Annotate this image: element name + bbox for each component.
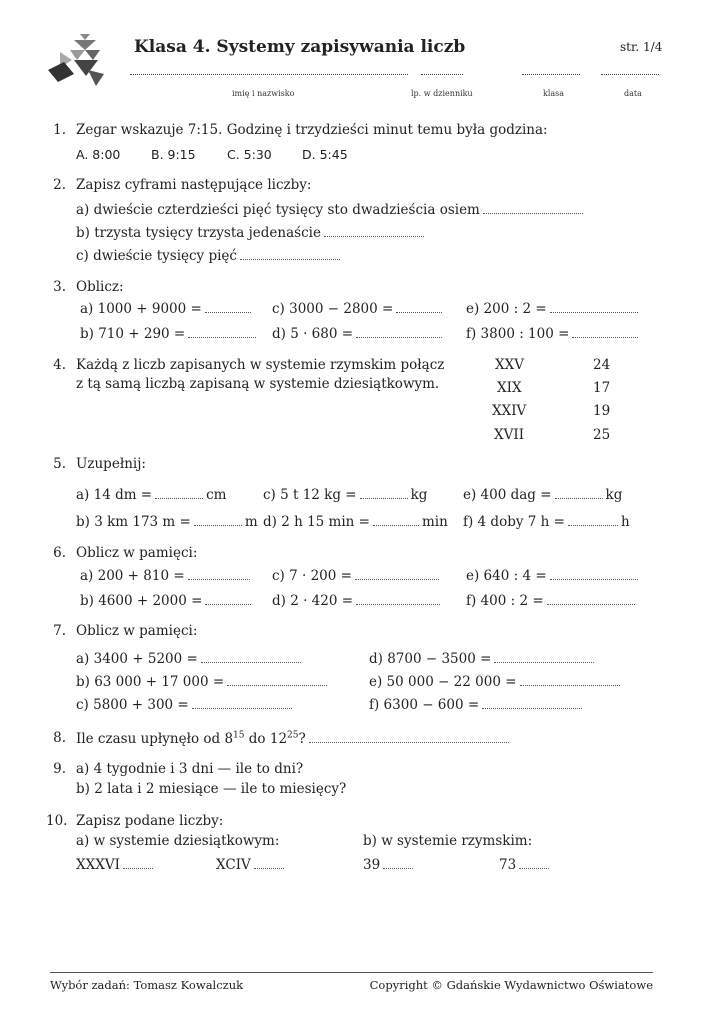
class-label: klasa xyxy=(543,89,565,98)
q4-number: 4. xyxy=(53,357,66,373)
q2-item-c xyxy=(76,247,343,264)
q5-unit-a: cm xyxy=(206,487,227,503)
q7-item-c: c) 5800 + 300 = xyxy=(76,697,189,713)
q3-item-c: c) 3000 − 2800 = xyxy=(272,301,394,317)
q7-number: 7. xyxy=(53,623,66,639)
q6-answer-d[interactable] xyxy=(356,592,440,605)
q8-sup2: 25 xyxy=(287,730,299,741)
footer-copyright: Copyright © Gdańskie Wydawnictwo Oświatowe xyxy=(369,978,653,992)
q10-answer-3[interactable] xyxy=(383,856,413,869)
number-field-line[interactable] xyxy=(421,74,463,75)
q5-answer-a[interactable] xyxy=(155,486,203,499)
q10-item-2: XCIV xyxy=(216,857,251,873)
footer-author: Wybór zadań: Tomasz Kowalczuk xyxy=(50,978,244,992)
q1-number: 1. xyxy=(53,122,66,138)
q10-item-3: 39 xyxy=(363,857,381,873)
q4-roman-2[interactable]: XIX xyxy=(497,380,522,396)
q2-number: 2. xyxy=(53,177,66,193)
q2-item-a-text: a) dwieście czterdzieści pięć tysięcy sto dwadzieścia osiem xyxy=(76,202,480,218)
q5-item-b: b) 3 km 173 m = xyxy=(76,514,191,530)
q2-answer-c[interactable] xyxy=(240,247,340,260)
q7-item-b: b) 63 000 + 17 000 = xyxy=(76,674,225,690)
q4-decimal-1[interactable]: 24 xyxy=(593,357,611,373)
q5-answer-f[interactable] xyxy=(568,513,618,526)
q8-text-pre: Ile czasu upłynęło od 8 xyxy=(76,731,234,747)
footer-divider xyxy=(50,972,653,973)
q8-sup1: 15 xyxy=(233,730,245,741)
q8-text xyxy=(76,730,512,747)
q5-unit-f: h xyxy=(620,514,630,530)
q8-text-mid: do 12 xyxy=(244,731,288,747)
page-title: Klasa 4. Systemy zapisywania liczb xyxy=(134,37,466,57)
q1-text: Zegar wskazuje 7:15. Godzinę i trzydzieści minut temu była godzina: xyxy=(76,122,548,138)
q7-answer-a[interactable] xyxy=(201,650,301,663)
q6-item-f: f) 400 : 2 = xyxy=(466,593,544,609)
q4-decimal-3[interactable]: 19 xyxy=(593,403,611,419)
q4-decimal-4[interactable]: 25 xyxy=(593,427,611,443)
q9-number: 9. xyxy=(53,761,66,777)
q6-item-b: b) 4600 + 2000 = xyxy=(80,593,203,609)
q1-option-b[interactable]: B. 9:15 xyxy=(151,147,196,162)
q9-item-a: a) 4 tygodnie i 3 dni — ile to dni? xyxy=(76,761,304,777)
q3-number: 3. xyxy=(53,279,66,295)
date-label: data xyxy=(624,89,642,98)
q5-item-a: a) 14 dm = xyxy=(76,487,153,503)
q2-answer-b[interactable] xyxy=(324,224,424,237)
q6-text: Oblicz w pamięci: xyxy=(76,545,198,561)
q7-text: Oblicz w pamięci: xyxy=(76,623,198,639)
q2-item-c-text: c) dwieście tysięcy pięć xyxy=(76,248,237,264)
q10-number: 10. xyxy=(46,813,68,829)
q4-roman-1[interactable]: XXV xyxy=(495,357,524,373)
q3-answer-a[interactable] xyxy=(205,300,251,313)
q5-answer-c[interactable] xyxy=(360,486,408,499)
q7-item-d: d) 8700 − 3500 = xyxy=(369,651,492,667)
q6-answer-e[interactable] xyxy=(550,567,638,580)
q4-line2: z tą samą liczbą zapisaną w systemie dziesiątkowym. xyxy=(76,376,440,392)
q8-number: 8. xyxy=(53,730,66,746)
q5-item-c: c) 5 t 12 kg = xyxy=(263,487,357,503)
name-label: imię i nazwisko xyxy=(232,89,295,98)
q5-answer-e[interactable] xyxy=(555,486,603,499)
q10-item-4: 73 xyxy=(499,857,517,873)
q1-option-d[interactable]: D. 5:45 xyxy=(302,147,348,162)
q10-a: a) w systemie dziesiątkowym: xyxy=(76,833,280,849)
q5-unit-e: kg xyxy=(605,487,623,503)
q9-item-b: b) 2 lata i 2 miesiące — ile to miesięcy? xyxy=(76,781,347,797)
q4-line1: Każdą z liczb zapisanych w systemie rzymskim połącz xyxy=(76,357,445,373)
q6-item-c: c) 7 · 200 = xyxy=(272,568,352,584)
q5-text: Uzupełnij: xyxy=(76,456,146,472)
q3-answer-b[interactable] xyxy=(188,325,256,338)
q3-item-b: b) 710 + 290 = xyxy=(80,326,186,342)
q7-answer-c[interactable] xyxy=(192,696,292,709)
page-number: str. 1/4 xyxy=(620,40,663,54)
q1-option-c[interactable]: C. 5:30 xyxy=(227,147,272,162)
q8-text-post: ? xyxy=(298,731,306,747)
q4-roman-4[interactable]: XVII xyxy=(494,427,525,443)
q5-unit-d: min xyxy=(421,514,448,530)
q6-item-d: d) 2 · 420 = xyxy=(272,593,354,609)
q3-item-e: e) 200 : 2 = xyxy=(466,301,547,317)
q6-answer-c[interactable] xyxy=(355,567,439,580)
q3-answer-f[interactable] xyxy=(572,325,638,338)
q10-text: Zapisz podane liczby: xyxy=(76,813,224,829)
q6-item-e: e) 640 : 4 = xyxy=(466,568,547,584)
q3-answer-d[interactable] xyxy=(356,325,442,338)
q7-answer-f[interactable] xyxy=(482,696,582,709)
q10-answer-1[interactable] xyxy=(123,856,153,869)
name-field-line[interactable] xyxy=(130,74,408,75)
q3-item-d: d) 5 · 680 = xyxy=(272,326,354,342)
q3-item-a: a) 1000 + 9000 = xyxy=(80,301,202,317)
q5-item-f: f) 4 doby 7 h = xyxy=(463,514,565,530)
q5-number: 5. xyxy=(53,456,66,472)
q5-unit-b: m xyxy=(244,514,258,530)
tangram-logo xyxy=(44,30,106,88)
q2-item-a xyxy=(76,201,586,218)
q7-answer-b[interactable] xyxy=(227,673,327,686)
q7-answer-e[interactable] xyxy=(520,673,620,686)
q4-decimal-2[interactable]: 17 xyxy=(593,380,611,396)
q7-item-f: f) 6300 − 600 = xyxy=(369,697,480,713)
q1-option-a[interactable]: A. 8:00 xyxy=(76,147,121,162)
q2-item-b xyxy=(76,224,427,241)
q6-answer-f[interactable] xyxy=(547,592,635,605)
date-field-line[interactable] xyxy=(601,74,659,75)
q7-item-e: e) 50 000 − 22 000 = xyxy=(369,674,517,690)
q5-answer-d[interactable] xyxy=(373,513,419,526)
q5-item-e: e) 400 dag = xyxy=(463,487,552,503)
q3-text: Oblicz: xyxy=(76,279,124,295)
q8-answer[interactable] xyxy=(309,730,509,743)
q7-item-a: a) 3400 + 5200 = xyxy=(76,651,198,667)
q2-text: Zapisz cyframi następujące liczby: xyxy=(76,177,312,193)
q5-unit-c: kg xyxy=(410,487,428,503)
q6-number: 6. xyxy=(53,545,66,561)
q2-answer-a[interactable] xyxy=(483,201,583,214)
q3-item-f: f) 3800 : 100 = xyxy=(466,326,570,342)
class-field-line[interactable] xyxy=(522,74,580,75)
q2-item-b-text: b) trzysta tysięcy trzysta jedenaście xyxy=(76,225,321,241)
number-label: lp. w dzienniku xyxy=(411,89,473,98)
q5-item-d: d) 2 h 15 min = xyxy=(263,514,370,530)
q3-answer-e[interactable] xyxy=(550,300,638,313)
q10-answer-2[interactable] xyxy=(254,856,284,869)
q5-answer-b[interactable] xyxy=(194,513,242,526)
q6-answer-a[interactable] xyxy=(188,567,250,580)
q4-roman-3[interactable]: XXIV xyxy=(492,403,527,419)
q6-answer-b[interactable] xyxy=(205,592,251,605)
q10-answer-4[interactable] xyxy=(519,856,549,869)
q6-item-a: a) 200 + 810 = xyxy=(80,568,185,584)
q7-answer-d[interactable] xyxy=(494,650,594,663)
q3-answer-c[interactable] xyxy=(396,300,442,313)
q10-b: b) w systemie rzymskim: xyxy=(363,833,533,849)
q10-item-1: XXXVI xyxy=(76,857,120,873)
